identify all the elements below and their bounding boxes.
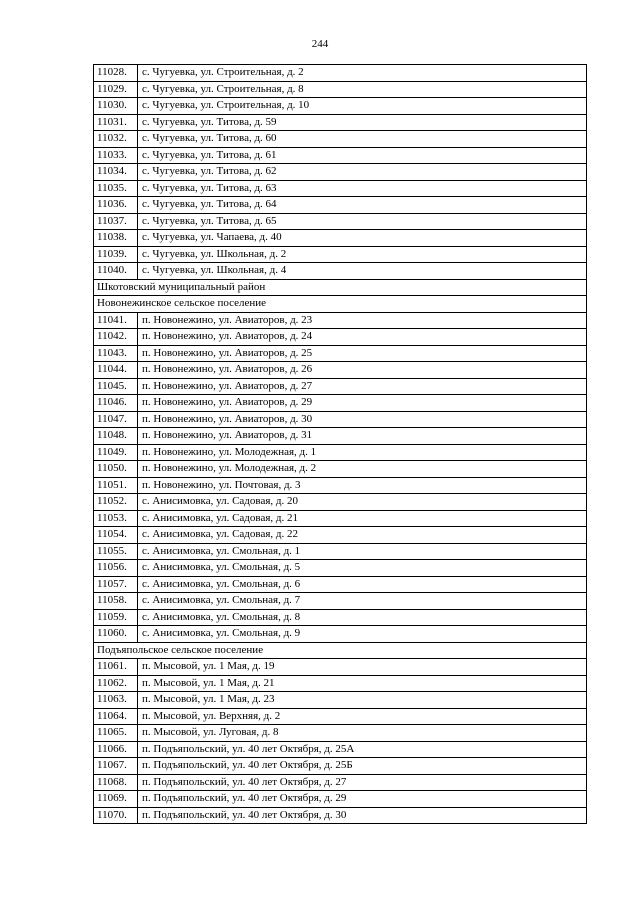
- row-number: 11030.: [94, 98, 138, 115]
- address-cell: с. Чугуевка, ул. Титова, д. 59: [138, 114, 587, 131]
- table-row: [94, 477, 587, 494]
- address-cell: п. Новонежино, ул. Почтовая, д. 3: [138, 477, 587, 494]
- table-row: [94, 675, 587, 692]
- row-number: 11044.: [94, 362, 138, 379]
- table-row: [94, 329, 587, 346]
- address-cell: с. Анисимовка, ул. Смольная, д. 6: [138, 576, 587, 593]
- row-number: 11048.: [94, 428, 138, 445]
- address-cell: п. Новонежино, ул. Авиаторов, д. 27: [138, 378, 587, 395]
- row-number: 11052.: [94, 494, 138, 511]
- address-cell: с. Чугуевка, ул. Строительная, д. 2: [138, 65, 587, 82]
- row-number: 11046.: [94, 395, 138, 412]
- address-cell: с. Анисимовка, ул. Смольная, д. 1: [138, 543, 587, 560]
- address-cell: п. Мысовой, ул. Луговая, д. 8: [138, 725, 587, 742]
- address-cell: с. Анисимовка, ул. Смольная, д. 9: [138, 626, 587, 643]
- address-cell: с. Анисимовка, ул. Смольная, д. 7: [138, 593, 587, 610]
- row-number: 11056.: [94, 560, 138, 577]
- row-number: 11039.: [94, 246, 138, 263]
- table-row: [94, 741, 587, 758]
- table-row: [94, 543, 587, 560]
- table-row: [94, 494, 587, 511]
- section-header-row: [94, 296, 587, 313]
- table-row: [94, 263, 587, 280]
- table-row: [94, 725, 587, 742]
- address-cell: с. Чугуевка, ул. Титова, д. 60: [138, 131, 587, 148]
- table-row: [94, 791, 587, 808]
- row-number: 11061.: [94, 659, 138, 676]
- address-cell: с. Чугуевка, ул. Титова, д. 63: [138, 180, 587, 197]
- table-row: [94, 65, 587, 82]
- address-cell: с. Чугуевка, ул. Титова, д. 64: [138, 197, 587, 214]
- address-cell: п. Подъяпольский, ул. 40 лет Октября, д. 27: [138, 774, 587, 791]
- table-row: [94, 147, 587, 164]
- row-number: 11049.: [94, 444, 138, 461]
- row-number: 11054.: [94, 527, 138, 544]
- row-number: 11041.: [94, 312, 138, 329]
- row-number: 11050.: [94, 461, 138, 478]
- address-cell: с. Чугуевка, ул. Титова, д. 65: [138, 213, 587, 230]
- address-table-body: [94, 65, 587, 824]
- table-row: [94, 362, 587, 379]
- row-number: 11037.: [94, 213, 138, 230]
- row-number: 11034.: [94, 164, 138, 181]
- table-row: [94, 428, 587, 445]
- table-row: [94, 593, 587, 610]
- address-cell: п. Мысовой, ул. 1 Мая, д. 23: [138, 692, 587, 709]
- address-cell: п. Новонежино, ул. Авиаторов, д. 31: [138, 428, 587, 445]
- table-row: [94, 609, 587, 626]
- row-number: 11055.: [94, 543, 138, 560]
- row-number: 11064.: [94, 708, 138, 725]
- address-cell: с. Чугуевка, ул. Чапаева, д. 40: [138, 230, 587, 247]
- table-row: [94, 708, 587, 725]
- table-row: [94, 461, 587, 478]
- row-number: 11029.: [94, 81, 138, 98]
- address-cell: с. Чугуевка, ул. Школьная, д. 2: [138, 246, 587, 263]
- address-cell: с. Анисимовка, ул. Садовая, д. 20: [138, 494, 587, 511]
- address-cell: п. Мысовой, ул. 1 Мая, д. 19: [138, 659, 587, 676]
- table-row: [94, 164, 587, 181]
- row-number: 11066.: [94, 741, 138, 758]
- section-title: Новонежинское сельское поселение: [94, 296, 587, 313]
- address-cell: с. Анисимовка, ул. Садовая, д. 21: [138, 510, 587, 527]
- row-number: 11057.: [94, 576, 138, 593]
- table-row: [94, 758, 587, 775]
- table-row: [94, 692, 587, 709]
- table-row: [94, 626, 587, 643]
- row-number: 11051.: [94, 477, 138, 494]
- table-row: [94, 576, 587, 593]
- section-header-row: [94, 642, 587, 659]
- row-number: 11059.: [94, 609, 138, 626]
- row-number: 11042.: [94, 329, 138, 346]
- address-cell: п. Новонежино, ул. Молодежная, д. 1: [138, 444, 587, 461]
- address-cell: с. Чугуевка, ул. Школьная, д. 4: [138, 263, 587, 280]
- table-row: [94, 527, 587, 544]
- page-number: 244: [311, 38, 329, 50]
- row-number: 11036.: [94, 197, 138, 214]
- section-title: Подъяпольское сельское поселение: [94, 642, 587, 659]
- table-row: [94, 444, 587, 461]
- table-row: [94, 345, 587, 362]
- table-row: [94, 510, 587, 527]
- section-title: Шкотовский муниципальный район: [94, 279, 587, 296]
- address-cell: п. Новонежино, ул. Авиаторов, д. 30: [138, 411, 587, 428]
- table-row: [94, 197, 587, 214]
- table-row: [94, 230, 587, 247]
- row-number: 11028.: [94, 65, 138, 82]
- address-cell: с. Чугуевка, ул. Титова, д. 61: [138, 147, 587, 164]
- row-number: 11058.: [94, 593, 138, 610]
- table-row: [94, 659, 587, 676]
- address-cell: п. Мысовой, ул. 1 Мая, д. 21: [138, 675, 587, 692]
- address-cell: п. Новонежино, ул. Авиаторов, д. 24: [138, 329, 587, 346]
- row-number: 11031.: [94, 114, 138, 131]
- row-number: 11065.: [94, 725, 138, 742]
- table-row: [94, 246, 587, 263]
- row-number: 11067.: [94, 758, 138, 775]
- address-cell: п. Мысовой, ул. Верхняя, д. 2: [138, 708, 587, 725]
- section-header-row: [94, 279, 587, 296]
- row-number: 11033.: [94, 147, 138, 164]
- address-cell: п. Новонежино, ул. Молодежная, д. 2: [138, 461, 587, 478]
- address-cell: с. Анисимовка, ул. Садовая, д. 22: [138, 527, 587, 544]
- row-number: 11045.: [94, 378, 138, 395]
- row-number: 11043.: [94, 345, 138, 362]
- row-number: 11069.: [94, 791, 138, 808]
- row-number: 11035.: [94, 180, 138, 197]
- address-cell: п. Подъяпольский, ул. 40 лет Октября, д. 25Б: [138, 758, 587, 775]
- address-table: [93, 64, 587, 824]
- table-row: [94, 114, 587, 131]
- row-number: 11040.: [94, 263, 138, 280]
- row-number: 11063.: [94, 692, 138, 709]
- address-cell: п. Подъяпольский, ул. 40 лет Октября, д. 30: [138, 807, 587, 824]
- row-number: 11047.: [94, 411, 138, 428]
- address-cell: с. Чугуевка, ул. Строительная, д. 8: [138, 81, 587, 98]
- row-number: 11032.: [94, 131, 138, 148]
- row-number: 11070.: [94, 807, 138, 824]
- address-cell: с. Чугуевка, ул. Строительная, д. 10: [138, 98, 587, 115]
- address-cell: п. Подъяпольский, ул. 40 лет Октября, д. 29: [138, 791, 587, 808]
- row-number: 11038.: [94, 230, 138, 247]
- table-row: [94, 378, 587, 395]
- table-row: [94, 98, 587, 115]
- row-number: 11068.: [94, 774, 138, 791]
- row-number: 11062.: [94, 675, 138, 692]
- row-number: 11053.: [94, 510, 138, 527]
- address-cell: п. Новонежино, ул. Авиаторов, д. 26: [138, 362, 587, 379]
- table-row: [94, 131, 587, 148]
- table-row: [94, 312, 587, 329]
- table-row: [94, 774, 587, 791]
- address-cell: п. Новонежино, ул. Авиаторов, д. 29: [138, 395, 587, 412]
- address-cell: п. Новонежино, ул. Авиаторов, д. 25: [138, 345, 587, 362]
- table-row: [94, 180, 587, 197]
- table-row: [94, 411, 587, 428]
- table-row: [94, 395, 587, 412]
- table-row: [94, 560, 587, 577]
- table-row: [94, 81, 587, 98]
- address-cell: с. Анисимовка, ул. Смольная, д. 8: [138, 609, 587, 626]
- table-row: [94, 213, 587, 230]
- address-cell: с. Анисимовка, ул. Смольная, д. 5: [138, 560, 587, 577]
- address-cell: с. Чугуевка, ул. Титова, д. 62: [138, 164, 587, 181]
- address-cell: п. Подъяпольский, ул. 40 лет Октября, д. 25А: [138, 741, 587, 758]
- address-cell: п. Новонежино, ул. Авиаторов, д. 23: [138, 312, 587, 329]
- table-row: [94, 807, 587, 824]
- row-number: 11060.: [94, 626, 138, 643]
